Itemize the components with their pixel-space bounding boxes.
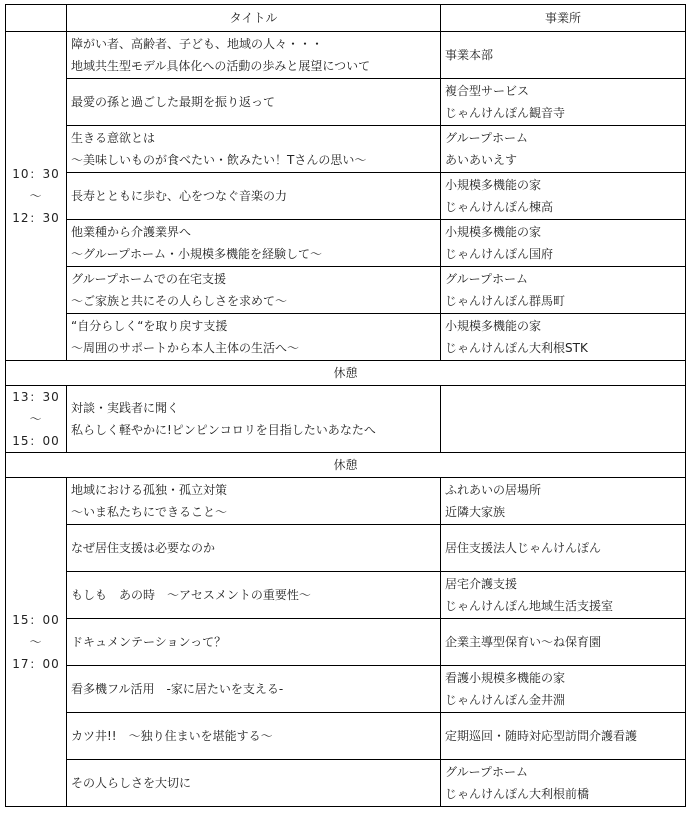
table-row — [6, 220, 686, 267]
office-line: じゃんけんぽん棟高 — [445, 200, 554, 214]
title-line: “自分らしく“を取り戻す支援 — [71, 319, 228, 333]
table-row — [6, 79, 686, 126]
title-line: 地域における孤独・孤立対策 — [71, 483, 228, 497]
session-title — [67, 32, 441, 79]
session-title — [67, 126, 441, 173]
office-line: 居宅介護支援 — [445, 577, 518, 591]
title-line: ～ご家族と共にその人らしさを求めて～ — [71, 294, 288, 308]
session-office — [441, 525, 686, 572]
title-line: 生きる意欲とは — [71, 131, 156, 145]
table-row — [6, 478, 686, 525]
title-line: ～グループホーム・小規模多機能を経験して～ — [71, 247, 323, 261]
office-line: じゃんけんぽん観音寺 — [445, 106, 566, 120]
session-office — [441, 220, 686, 267]
office-line: 居住支援法人じゃんけんぽん — [445, 541, 602, 555]
session-office — [441, 572, 686, 619]
table-row — [6, 32, 686, 79]
office-line: じゃんけんぽん金井淵 — [445, 693, 566, 707]
header-office: 事業所 — [441, 5, 686, 32]
time-end: 12：30 — [12, 211, 60, 225]
title-line: 対談・実践者に聞く — [71, 401, 180, 415]
session-office — [441, 666, 686, 713]
break-row — [6, 453, 686, 478]
title-line: 最愛の孫と過ごした最期を振り返って — [71, 95, 276, 109]
session-title — [67, 713, 441, 760]
time-separator: ～ — [29, 189, 43, 203]
office-line: 小規模多機能の家 — [445, 319, 542, 333]
table-row — [6, 572, 686, 619]
break-row — [6, 361, 686, 386]
session-office — [441, 760, 686, 807]
title-line: カツ井!! ～独り住まいを堪能する～ — [71, 729, 273, 743]
title-line: 障がい者、高齢者、子ども、地域の人々・・・ — [71, 37, 324, 51]
office-line: じゃんけんぽん大利根STK — [445, 341, 588, 355]
break-label: 休憩 — [6, 361, 686, 386]
title-line: ドキュメンテーションって？ — [71, 635, 227, 649]
time-separator: ～ — [29, 635, 43, 649]
title-line: 私らしく軽やかに!ピンピンコロリを目指したいあなたへ — [71, 423, 376, 437]
table-row — [6, 386, 686, 453]
title-line: ～美味しいものが食べたい・飲みたい！Tさんの思い～ — [71, 153, 367, 167]
session-title — [67, 220, 441, 267]
table-row — [6, 314, 686, 361]
session-title — [67, 79, 441, 126]
office-line: 看護小規模多機能の家 — [445, 671, 566, 685]
title-line: その人らしさを大切に — [71, 776, 192, 790]
session-office — [441, 267, 686, 314]
table-row — [6, 126, 686, 173]
time-slot-2 — [6, 386, 67, 453]
time-end: 17：00 — [12, 657, 60, 671]
title-line: グループホームでの在宅支援 — [71, 272, 227, 286]
session-title — [67, 666, 441, 713]
time-start: 15：00 — [12, 613, 60, 627]
office-line: 定期巡回・随時対応型訪問介護看護 — [445, 729, 638, 743]
title-line: 長寿とともに歩む、心をつなぐ音楽の力 — [71, 189, 288, 203]
session-title — [67, 572, 441, 619]
table-row — [6, 760, 686, 807]
time-slot-1 — [6, 32, 67, 361]
title-line: ～周囲のサポートから本人主体の生活へ～ — [71, 341, 300, 355]
session-title — [67, 267, 441, 314]
office-line: じゃんけんぽん大利根前橋 — [445, 787, 590, 801]
office-line: グループホーム — [445, 131, 529, 145]
session-office — [441, 619, 686, 666]
time-end: 15：00 — [12, 434, 60, 448]
header-title: タイトル — [67, 5, 441, 32]
time-slot-3 — [6, 478, 67, 807]
title-line: 看多機フル活用 -家に居たいを支える- — [71, 682, 284, 696]
table-row — [6, 619, 686, 666]
session-office — [441, 79, 686, 126]
session-office — [441, 173, 686, 220]
header-row — [6, 5, 686, 32]
office-line: 複合型サービス — [445, 84, 530, 98]
session-title — [67, 478, 441, 525]
header-time — [6, 5, 67, 32]
office-line: 企業主導型保育い～ね保育園 — [445, 635, 602, 649]
office-line: 近隣大家族 — [445, 505, 506, 519]
title-line: 地域共生型モデル具体化への活動の歩みと展望について — [71, 59, 371, 73]
table-row — [6, 525, 686, 572]
session-office — [441, 386, 686, 453]
office-line: 事業本部 — [445, 48, 494, 62]
break-label: 休憩 — [6, 453, 686, 478]
session-office — [441, 32, 686, 79]
office-line: じゃんけんぽん国府 — [445, 247, 554, 261]
office-line: あいあいえす — [445, 153, 518, 167]
office-line: 小規模多機能の家 — [445, 178, 542, 192]
session-office — [441, 713, 686, 760]
time-start: 13：30 — [12, 390, 60, 404]
office-line: 小規模多機能の家 — [445, 225, 542, 239]
session-title — [67, 760, 441, 807]
table-row — [6, 666, 686, 713]
title-line: ～いま私たちにできること～ — [71, 505, 228, 519]
office-line: じゃんけんぽん群馬町 — [445, 294, 566, 308]
session-title — [67, 173, 441, 220]
office-line: グループホーム — [445, 272, 529, 286]
session-title — [67, 386, 441, 453]
office-line: グループホーム — [445, 765, 529, 779]
office-line: じゃんけんぽん地域生活支援室 — [445, 599, 614, 613]
title-line: もしも あの時 ～アセスメントの重要性～ — [71, 588, 311, 602]
time-start: 10：30 — [12, 167, 60, 181]
title-line: 他業種から介護業界へ — [71, 225, 192, 239]
session-title — [67, 525, 441, 572]
table-row — [6, 267, 686, 314]
session-title — [67, 314, 441, 361]
table-row — [6, 173, 686, 220]
program-schedule-table — [5, 4, 686, 807]
title-line: なぜ居住支援は必要なのか — [71, 541, 216, 555]
office-line: ふれあいの居場所 — [445, 483, 542, 497]
session-office — [441, 126, 686, 173]
session-title — [67, 619, 441, 666]
session-office — [441, 314, 686, 361]
table-row — [6, 713, 686, 760]
session-office — [441, 478, 686, 525]
time-separator: ～ — [29, 412, 43, 426]
